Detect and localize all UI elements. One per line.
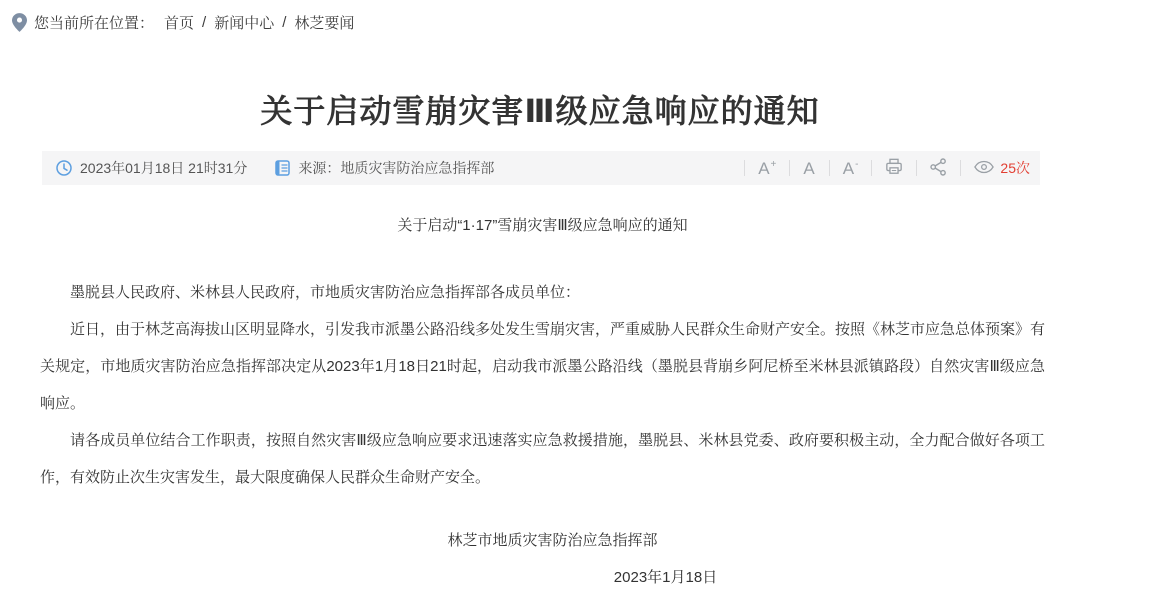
signature-org: 林芝市地质灾害防治应急指挥部 — [447, 532, 658, 549]
breadcrumb-separator: / — [282, 14, 287, 31]
share-icon — [930, 158, 947, 179]
font-reset-button[interactable]: A — [803, 158, 815, 178]
breadcrumb-news-center[interactable]: 新闻中心 — [214, 15, 275, 32]
divider — [916, 160, 917, 176]
article-paragraph: 请各成员单位结合工作职责，按照自然灾害Ⅲ级应急响应要求迅速落实应急救援措施，墨脱县、米林县党委、政府要积极主动，全力配合做好各项工作，有效防止次生灾害发生，最大限度确保人民群众生命财产安全。 — [40, 432, 1045, 486]
article-source-text: 来源：地质灾害防治应急指挥部 — [298, 160, 495, 176]
breadcrumb-home[interactable]: 首页 — [164, 15, 195, 32]
meta-toolbar — [731, 158, 1030, 179]
publish-datetime-text: 2023年01月18日 21时31分 — [80, 160, 248, 176]
breadcrumb-label: 您当前所在位置： — [34, 15, 155, 32]
article-source — [275, 158, 494, 178]
breadcrumb-linzhi-news[interactable]: 林芝要闻 — [294, 15, 355, 32]
meta-left — [56, 158, 522, 178]
divider — [829, 160, 830, 176]
article-subtitle: 关于启动“1·17”雪崩灾害Ⅲ级应急响应的通知 — [397, 217, 688, 234]
divider — [871, 160, 872, 176]
article-paragraph: 墨脱县人民政府、米林县人民政府，市地质灾害防治应急指挥部各成员单位： — [70, 284, 581, 301]
page-title: 关于启动雪崩灾害Ⅲ级应急响应的通知 — [260, 93, 820, 129]
divider — [789, 160, 790, 176]
divider — [744, 160, 745, 176]
divider — [960, 160, 961, 176]
view-counter — [974, 158, 1030, 178]
printer-icon — [885, 158, 903, 178]
location-pin-icon — [12, 13, 27, 32]
document-icon — [275, 160, 290, 176]
clock-icon — [56, 160, 72, 176]
publish-datetime — [56, 158, 247, 178]
article-paragraph: 近日，由于林芝高海拔山区明显降水，引发我市派墨公路沿线多处发生雪崩灾害，严重威胁人民群众生命财产安全。按照《林芝市应急总体预案》有关规定，市地质灾害防治应急指挥部决定从2023年1月18日21时起，启动我市派墨公路沿线（墨脱县背崩乡阿尼桥至米林县派镇路段）自然灾害Ⅲ级应急响应。 — [40, 321, 1046, 412]
breadcrumb-separator: / — [202, 14, 207, 31]
article-body — [40, 207, 1045, 596]
article-meta-bar — [42, 151, 1040, 185]
signature-date: 2023年1月18日 — [613, 569, 718, 586]
view-count-text: 25次 — [1000, 160, 1030, 176]
print-button[interactable] — [885, 158, 903, 178]
eye-icon — [974, 160, 994, 177]
font-increase-button[interactable]: A + — [758, 158, 777, 178]
breadcrumb — [12, 12, 354, 33]
share-button[interactable] — [930, 158, 947, 179]
font-decrease-button[interactable]: A - — [842, 158, 859, 178]
